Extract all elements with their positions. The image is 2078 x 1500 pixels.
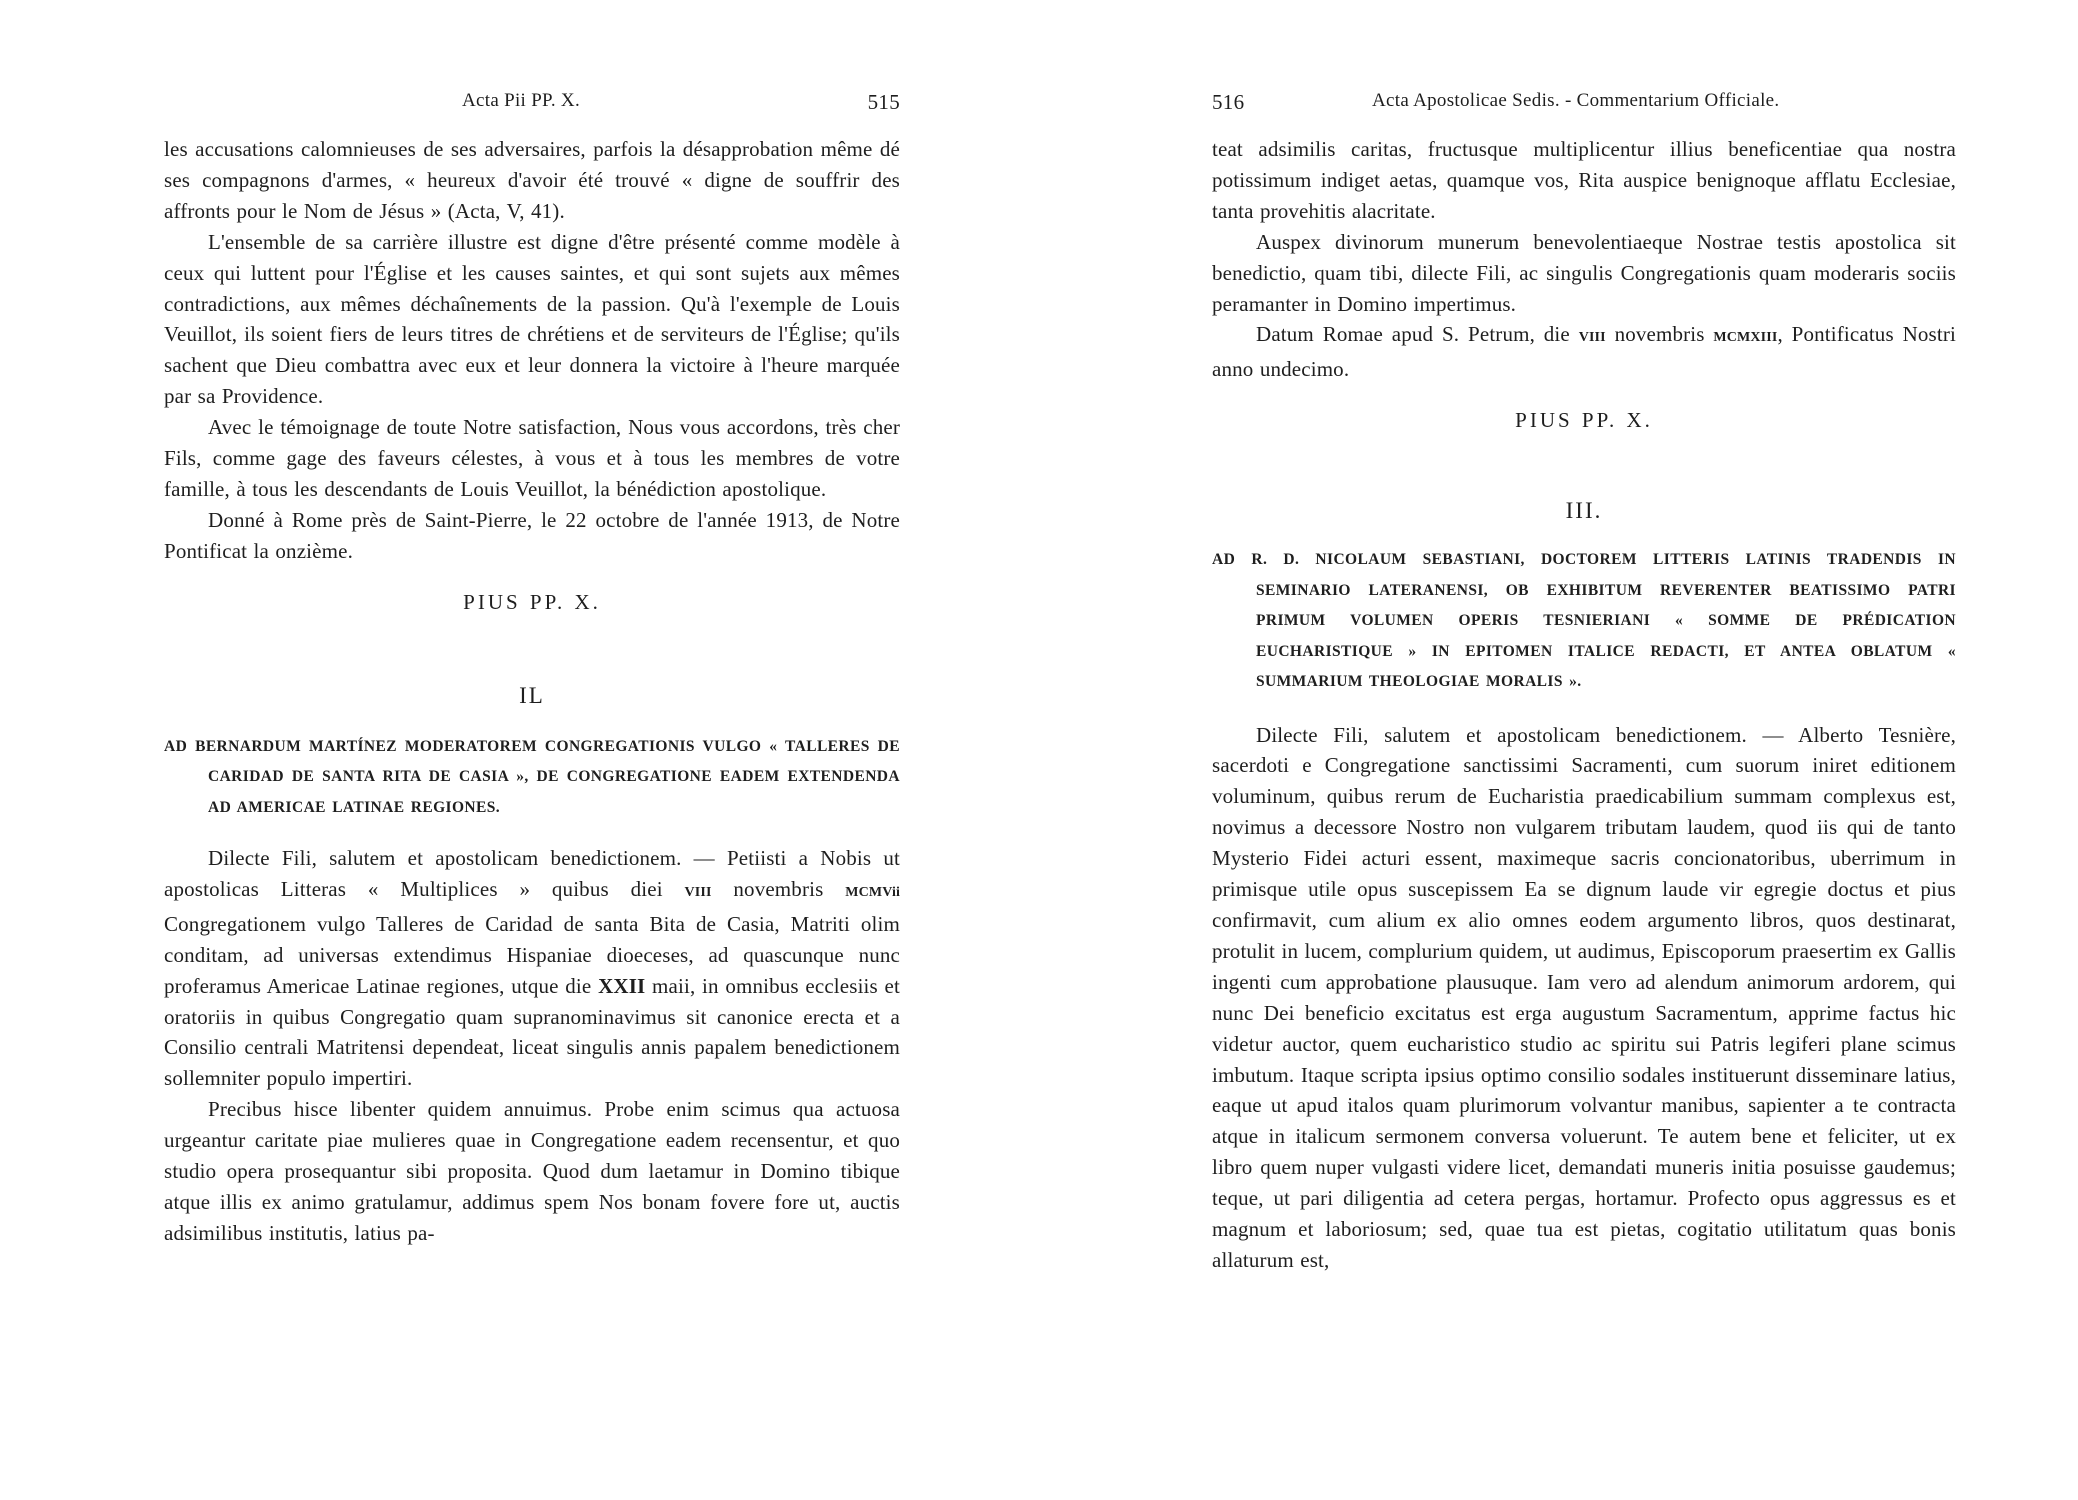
paragraph: Auspex divinorum munerum benevolentiaeque Nostrae testis apostolica sit benedictio, quam tibi, dilecte Fili, ac singulis Congregationis quam moderaris sociis peramanter in Domino impertimus. — [1212, 229, 1956, 316]
signature: PIUS PP. X. — [463, 589, 601, 614]
signature: PIUS PP. X. — [1515, 408, 1653, 433]
paragraph: Avec le témoignage de toute Notre satisfaction, Nous vous accordons, très cher Fils, comme gage des faveurs célestes, à vous et à tous les membres de votre famille, à tous les descendants de Louis Veuillot, la bénédiction apostolique. — [164, 415, 900, 501]
section-heading: AD R. D. NICOLAUM SEBASTIANI, DOCTOREM LITTERIS LATINIS TRADENDIS IN SEMINARIO LATERANENSI, OB EXHIBITUM REVERENTER BEATISSIMO PATRI PRIMUM VOLUMEN OPERIS TESNIERIANI « SOMME DE PRÉDICATION EUCHARISTIQUE » IN EPITOMEN ITALICE REDACTI, ET ANTEA OBLATUM « SUMMARIUM THEOLOGIAE MORALIS ». — [1212, 551, 1956, 691]
paragraph: Datum Romae apud S. Petrum, die VIII novembris MCMXIII, Pontificatus Nostri anno undecimo. — [1212, 322, 1956, 382]
section-heading: AD BERNARDUM MARTÍNEZ MODERATOREM CONGREGATIONIS VULGO « TALLERES DE CARIDAD DE SANTA RITA DE CASIA », DE CONGREGATIONE EADEM EXTENDENDA AD AMERICAE LATINAE REGIONES. — [164, 737, 900, 816]
page-number: 516 — [1212, 90, 1245, 114]
right-page — [1212, 0, 1956, 1500]
running-head-right — [1212, 90, 1956, 120]
paragraph: les accusations calomnieuses de ses adversaires, parfois la désapprobation même dé ses compagnons d'armes, « heureux d'avoir été trouvé « digne de souffrir des affronts pour le Nom de Jésus » (Acta, V, 41). — [164, 137, 900, 223]
section-number: III. — [1565, 498, 1603, 524]
page-number: 515 — [867, 90, 900, 114]
running-title: Acta Pii PP. X. — [462, 90, 580, 111]
left-page-body — [164, 134, 900, 1249]
paragraph: Donné à Rome près de Saint-Pierre, le 22 octobre de l'année 1913, de Notre Pontificat la onzième. — [164, 507, 900, 563]
right-page-body — [1212, 134, 1956, 1276]
paragraph: Precibus hisce libenter quidem annuimus. Probe enim scimus qua actuosa urgeantur caritate piae mulieres quae in Congregatione eadem recensentur, et quo studio opera prosequantur sibi proposita. Quod dum laetamur in Domino tibique atque illis ex animo gratulamur, addimus spem Nos bonam fovere fore ut, auctis adsimilibus institutis, latius pa- — [164, 1097, 900, 1245]
paragraph: Dilecte Fili, salutem et apostolicam benedictionem. — Alberto Tesnière, sacerdoti e Congregatione sanctissimi Sacramenti, cum suorum iniret editionem voluminum, quibus rerum de Eucharistia praedicabilium summam complexus est, novimus a decessore Nostro non vulgarem tributam laudem, quod iis qui de tanto Mysterio Fidei acturi essent, maximeque sacris concionatoribus, uberrimum in primisque utile opus suscepissem Ea se dignum laude vir egregie doctus et pius confirmavit, cum alium ex alio omnes eodem argumento libros, quos destinarat, protulit in lucem, complurium quidem, ut audimus, Episcoporum praesertim ex Gallis ingenti cum approbatione plausuque. Iam vero ad alendum animorum ardorem, qui nunc Dei beneficio excitatus est erga augustum Sacramentum, apprime factus hic videtur auctor, quem eucharistico studio ac spiritu sui Patris legiferi plane scimus imbutum. Itaque scripta ipsius optimo consilio sodales instituerunt disseminare latius, eaque ut apud italos quam plurimorum volvantur manibus, sapienter a te contracta atque in italicum sermonem conversa voluerunt. Te autem bene et feliciter, ut ex libro quem nuper vulgasti videre licet, demandati muneris initia posuisse gaudemus; teque, ut pari diligentia ad cetera pergas, hortamur. Profecto opus aggressus es et magnum et laboriosum; sed, quae tua est pietas, cogitatio utilitatum quas bonis allaturum est, — [1212, 722, 1956, 1272]
left-page — [164, 0, 900, 1500]
section-number: IL — [519, 682, 545, 708]
running-head-left — [164, 90, 900, 120]
paragraph: L'ensemble de sa carrière illustre est digne d'être présenté comme modèle à ceux qui luttent pour l'Église et les causes saintes, et qui sont sujets aux mêmes contradictions, aux mêmes déchaînements de la passion. Qu'à l'exemple de Louis Veuillot, ils soient fiers de leurs titres de chrétiens et de serviteurs de l'Église; qu'ils sachent que Dieu combattra avec eux et leur donnera la victoire à l'heure marquée par sa Providence. — [164, 229, 900, 409]
paragraph: teat adsimilis caritas, fructusque multiplicentur illius beneficentiae qua nostra potissimum indiget aetas, quamque vos, Rita auspice benignoque afflatu Ecclesiae, tanta provehitis alacritate. — [1212, 137, 1956, 223]
paragraph: Dilecte Fili, salutem et apostolicam benedictionem. — Petiisti a Nobis ut apostolicas Litteras « Multiplices » quibus diei VIII novembris MCMVii Congregationem vulgo Talleres de Caridad de santa Bita de Casia, Matriti olim conditam, ad universas extendimus Hispaniae dioeceses, ad quascunque nunc proferamus Americae Latinae regiones, utque die XXII maii, in omnibus ecclesiis et oratoriis in quibus Congregatio quam supranominavimus sit canonice erecta et a Consilio centrali Matritensi dependeat, liceat singulis annis papalem benedictionem sollemniter populo impertiri. — [164, 846, 901, 1091]
running-title: Acta Apostolicae Sedis. - Commentarium Officiale. — [1372, 90, 1780, 111]
